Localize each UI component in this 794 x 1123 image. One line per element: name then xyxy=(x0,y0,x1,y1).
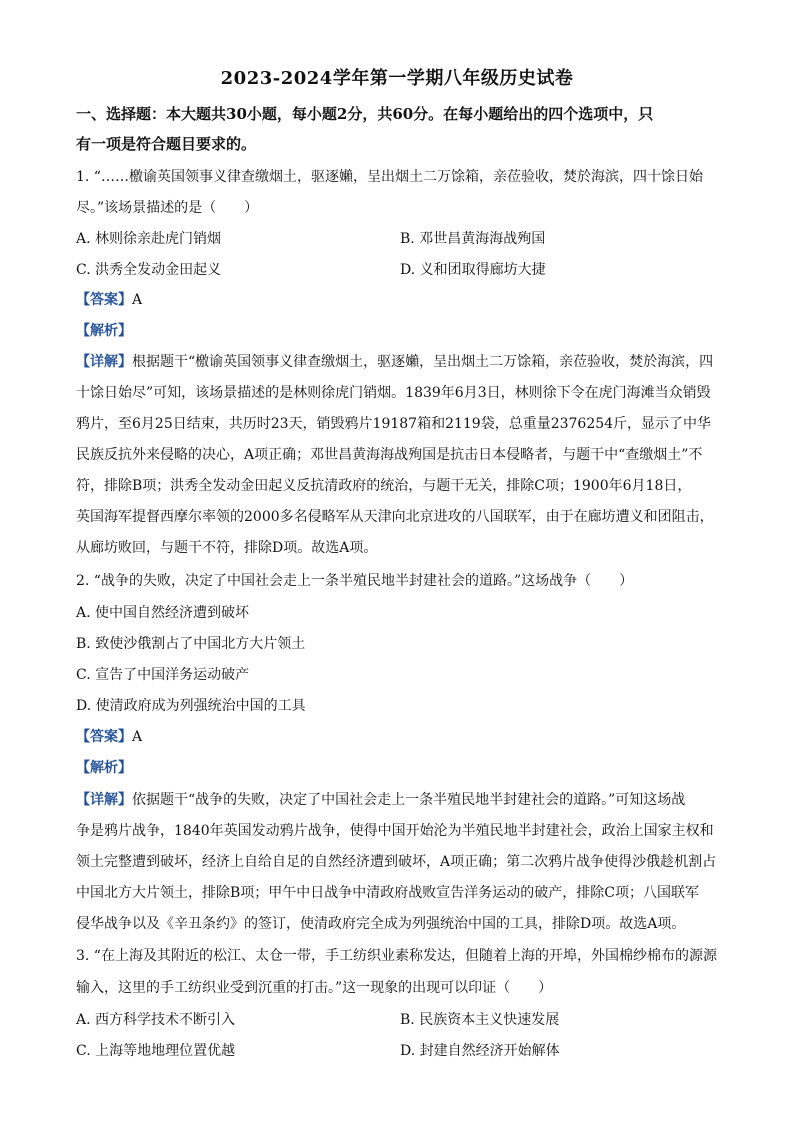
q2-detail-line-1 xyxy=(76,790,736,810)
q1-option-c: C. 洪秀全发动金田起义 xyxy=(76,262,222,278)
q2-detail-line-4: 中国北方大片领土，排除B项；甲午中日战争中清政府战败宣告洋务运动的破产，排除C项；八国联军 xyxy=(76,885,699,901)
q1-detail-line-4: 民族反抗外来侵略的决心，A项正确；邓世昌黄海海战殉国是抗击日本侵略者，与题干中“查缴烟土”不 xyxy=(76,447,703,463)
q1-option-a: A. 林则徐亲赴虎门销烟 xyxy=(76,231,222,247)
q2-detail-line-5: 侵华战争以及《辛丑条约》的签订，使清政府完全成为列强统治中国的工具，排除D项。故选A项。 xyxy=(76,916,686,932)
q2-answer xyxy=(76,727,736,747)
q2-option-a: A. 使中国自然经济遭到破坏 xyxy=(76,605,250,621)
q1-answer xyxy=(76,290,736,310)
page-title: 2023-2024学年第一学期八年级历史试卷 xyxy=(220,68,574,89)
q1-option-b: B. 邓世昌黄海海战殉国 xyxy=(400,231,546,247)
q2-option-d: D. 使清政府成为列强统治中国的工具 xyxy=(76,698,306,714)
q1-detail-line-7: 从廊坊败回，与题干不符，排除D项。故选A项。 xyxy=(76,540,378,556)
q1-detail-line-6: 英国海军提督西摩尔率领的2000多名侵略军从天津向北京进攻的八国联军，由于在廊坊遭义和团阻击， xyxy=(76,509,714,525)
q2-analysis-tag xyxy=(76,758,736,778)
q3-stem-line-2: 输入，这里的手工纺织业受到沉重的打击。”这一现象的出现可以印证（ ） xyxy=(76,980,553,996)
q2-stem-line-1: 2. “战争的失败，决定了中国社会走上一条半殖民地半封建社会的道路。”这场战争（ ） xyxy=(76,573,634,589)
q3-option-b: B. 民族资本主义快速发展 xyxy=(400,1012,560,1028)
answer-tag: 【答案】 xyxy=(76,292,132,308)
q1-analysis-tag xyxy=(76,321,736,341)
section-heading-line-2: 有一项是符合题目要求的。 xyxy=(76,135,257,153)
answer-tag: 【答案】 xyxy=(76,729,132,745)
q1-detail-line-3: 鸦片，至6月25日结束，共历时23天，销毁鸦片19187箱和2119袋，总重量2376254斤，显示了中华 xyxy=(76,416,712,432)
q3-option-d: D. 封建自然经济开始解体 xyxy=(400,1043,560,1059)
q1-stem-line-2: 尽。”该场景描述的是（ ） xyxy=(76,200,259,216)
q3-stem-line-1: 3. “在上海及其附近的松江、太仓一带，手工纺织业素称发达，但随着上海的开埠，外国棉纱棉布的源源 xyxy=(76,948,717,964)
q2-detail-text-1: 依据题干“战争的失败，决定了中国社会走上一条半殖民地半封建社会的道路。”可知这场战 xyxy=(132,792,686,808)
q1-detail-line-1 xyxy=(76,352,736,372)
section-heading-line-1: 一、选择题：本大题共30小题，每小题2分，共60分。在每小题给出的四个选项中，只 xyxy=(76,105,654,123)
q3-option-c: C. 上海等地地理位置优越 xyxy=(76,1043,236,1059)
q1-detail-line-2: 十馀日始尽”可知，该场景描述的是林则徐虎门销烟。1839年6月3日，林则徐下令在虎门海滩当众销毁 xyxy=(76,385,711,401)
q1-option-d: D. 义和团取得廊坊大捷 xyxy=(400,262,546,278)
q2-detail-line-2: 争是鸦片战争，1840年英国发动鸦片战争，使得中国开始沦为半殖民地半封建社会，政治上国家主权和 xyxy=(76,823,714,839)
q1-stem-line-1: 1. “……檄谕英国领事义律查缴烟土，驱逐嬾，呈出烟土二万馀箱，亲莅验收，焚於海滨，四十馀日始 xyxy=(76,169,703,185)
detail-tag: 【详解】 xyxy=(76,354,132,370)
q2-option-b: B. 致使沙俄割占了中国北方大片领土 xyxy=(76,636,306,652)
q2-option-c: C. 宣告了中国洋务运动破产 xyxy=(76,667,250,683)
detail-tag: 【详解】 xyxy=(76,792,132,808)
q1-detail-line-5: 符，排除B项；洪秀全发动金田起义反抗清政府的统治，与题干无关，排除C项；1900年6月18日， xyxy=(76,478,692,494)
analysis-tag: 【解析】 xyxy=(76,760,132,776)
q2-detail-line-3: 领土完整遭到破坏，经济上自给自足的自然经济遭到破坏，A项正确；第二次鸦片战争使得沙俄趁机割占 xyxy=(76,854,717,870)
q1-detail-text-1: 根据题干“檄谕英国领事义律查缴烟土，驱逐嬾，呈出烟土二万馀箱，亲莅验收，焚於海滨，四 xyxy=(132,354,714,370)
analysis-tag: 【解析】 xyxy=(76,323,132,339)
q3-option-a: A. 西方科学技术不断引入 xyxy=(76,1012,236,1028)
q1-answer-value: A xyxy=(132,292,143,308)
q2-answer-value: A xyxy=(132,729,143,745)
